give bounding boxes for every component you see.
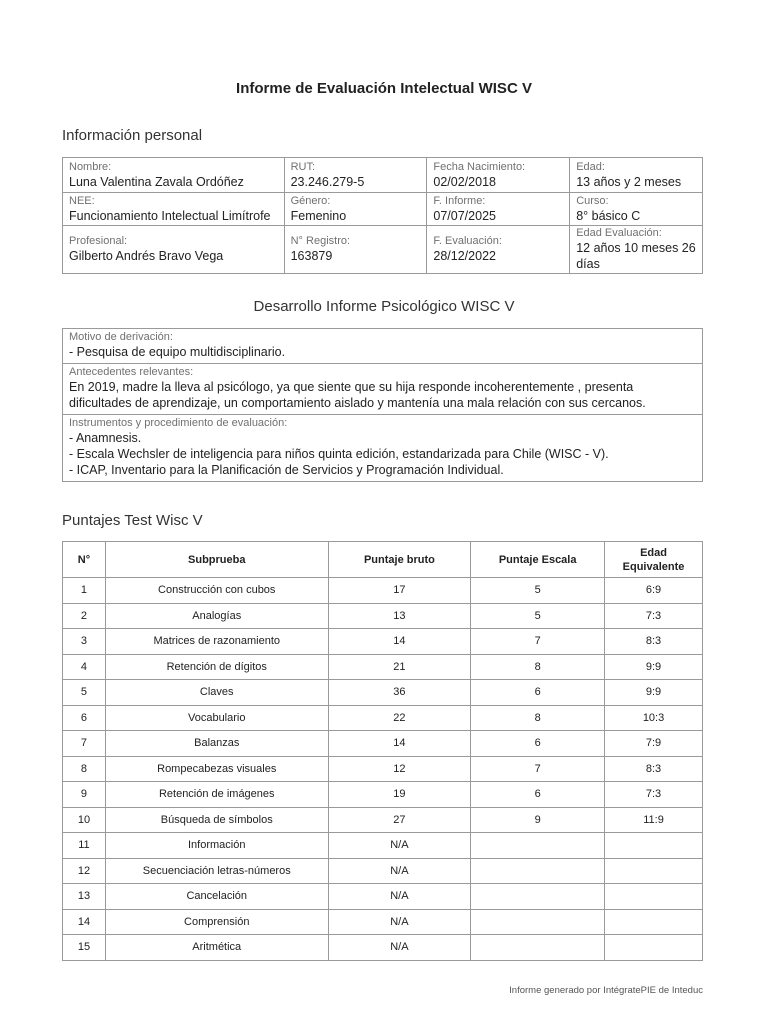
scores-header-row bbox=[63, 542, 703, 578]
instruments-cell bbox=[63, 415, 703, 482]
field-label: NEE: bbox=[69, 194, 95, 207]
table-row bbox=[63, 705, 703, 731]
column-header-scale-score: Puntaje Escala bbox=[471, 542, 605, 578]
cell-raw-score: 17 bbox=[328, 578, 471, 604]
personal-info-heading: Información personal bbox=[62, 127, 203, 144]
cell-number: 14 bbox=[63, 909, 106, 935]
table-row bbox=[63, 578, 703, 604]
cell-subtest: Balanzas bbox=[105, 731, 328, 757]
cell-equivalent-age bbox=[605, 909, 703, 935]
personal-info-table bbox=[62, 157, 703, 274]
cell-equivalent-age: 7:9 bbox=[605, 731, 703, 757]
table-row bbox=[63, 935, 703, 961]
cell-scale-score: 6 bbox=[471, 782, 605, 808]
cell-subtest: Información bbox=[105, 833, 328, 859]
cell-number: 13 bbox=[63, 884, 106, 910]
table-row bbox=[63, 884, 703, 910]
field-value: 163879 bbox=[290, 249, 333, 263]
table-row bbox=[63, 756, 703, 782]
section-line: - Escala Wechsler de inteligencia para niños quinta edición, estandarizada para Chile (WISC - V). bbox=[69, 447, 609, 461]
report-title: Informe de Evaluación Intelectual WISC V bbox=[236, 80, 532, 97]
section-line: - Anamnesis. bbox=[69, 431, 142, 445]
cell-scale-score: 5 bbox=[471, 603, 605, 629]
cell-subtest: Retención de dígitos bbox=[105, 654, 328, 680]
field-value: Luna Valentina Zavala Ordóñez bbox=[69, 174, 244, 189]
cell-scale-score: 5 bbox=[471, 578, 605, 604]
referral-reason-cell bbox=[63, 329, 703, 364]
cell-equivalent-age: 10:3 bbox=[605, 705, 703, 731]
field-label: Edad Evaluación: bbox=[576, 227, 662, 239]
column-header-raw-score: Puntaje bruto bbox=[328, 542, 471, 578]
cell-equivalent-age bbox=[605, 884, 703, 910]
cell-scale-score: 8 bbox=[471, 705, 605, 731]
cell-raw-score: N/A bbox=[328, 858, 471, 884]
section-line: - ICAP, Inventario para la Planificación de Servicios y Programación Individual. bbox=[69, 463, 504, 477]
field-value: 02/02/2018 bbox=[433, 174, 496, 189]
field-label: F. Evaluación: bbox=[433, 235, 502, 247]
cell-scale-score: 6 bbox=[471, 731, 605, 757]
section-label: Instrumentos y procedimiento de evaluación: bbox=[69, 417, 288, 429]
column-header-subtest: Subprueba bbox=[105, 542, 328, 578]
table-row bbox=[63, 833, 703, 859]
cell-subtest: Matrices de razonamiento bbox=[105, 629, 328, 655]
cell-subtest: Secuenciación letras-números bbox=[105, 858, 328, 884]
section-line: En 2019, madre la lleva al psicólogo, ya que siente que su hija responde incoherentemente , presenta bbox=[69, 380, 634, 394]
development-row bbox=[63, 415, 703, 482]
cell-scale-score: 9 bbox=[471, 807, 605, 833]
evaluation-date-cell bbox=[427, 226, 570, 274]
cell-raw-score: N/A bbox=[328, 884, 471, 910]
cell-raw-score: 12 bbox=[328, 756, 471, 782]
field-value: Funcionamiento Intelectual Limítrofe bbox=[69, 208, 271, 223]
field-label: F. Informe: bbox=[433, 194, 486, 207]
cell-equivalent-age: 8:3 bbox=[605, 629, 703, 655]
cell-number: 10 bbox=[63, 807, 106, 833]
cell-subtest: Claves bbox=[105, 680, 328, 706]
cell-subtest: Construcción con cubos bbox=[105, 578, 328, 604]
cell-scale-score bbox=[471, 909, 605, 935]
table-row bbox=[63, 807, 703, 833]
column-header-equivalent-age: Edad Equivalente bbox=[605, 542, 703, 578]
cell-equivalent-age: 11:9 bbox=[605, 807, 703, 833]
field-label: Fecha Nacimiento: bbox=[433, 160, 526, 173]
cell-scale-score bbox=[471, 935, 605, 961]
cell-raw-score: 21 bbox=[328, 654, 471, 680]
field-value: Femenino bbox=[290, 208, 347, 223]
cell-number: 5 bbox=[63, 680, 106, 706]
section-line: dificultades de aprendizaje, un comportamiento aislado y mantenía una mala relación con sus cercanos. bbox=[69, 396, 646, 410]
cell-raw-score: 36 bbox=[328, 680, 471, 706]
personal-info-row bbox=[63, 226, 703, 274]
cell-raw-score: 22 bbox=[328, 705, 471, 731]
column-header-number: N° bbox=[63, 542, 106, 578]
cell-subtest: Rompecabezas visuales bbox=[105, 756, 328, 782]
cell-raw-score: 14 bbox=[328, 629, 471, 655]
cell-subtest: Retención de imágenes bbox=[105, 782, 328, 808]
professional-cell bbox=[63, 226, 285, 274]
field-value: 07/07/2025 bbox=[433, 208, 496, 223]
footer-note: Informe generado por IntégratePIE de Inteduc bbox=[509, 985, 703, 996]
cell-subtest: Cancelación bbox=[105, 884, 328, 910]
cell-number: 4 bbox=[63, 654, 106, 680]
evaluation-age-cell bbox=[570, 226, 703, 274]
cell-raw-score: 19 bbox=[328, 782, 471, 808]
table-row bbox=[63, 731, 703, 757]
registry-cell bbox=[284, 226, 427, 274]
table-row bbox=[63, 909, 703, 935]
cell-subtest: Analogías bbox=[105, 603, 328, 629]
table-row bbox=[63, 629, 703, 655]
development-table bbox=[62, 328, 703, 482]
field-value: 8° básico C bbox=[576, 208, 641, 223]
field-label: RUT: bbox=[290, 160, 316, 173]
cell-raw-score: N/A bbox=[328, 833, 471, 859]
grade-cell bbox=[570, 193, 703, 226]
field-value: Gilberto Andrés Bravo Vega bbox=[69, 249, 224, 263]
scores-table bbox=[62, 541, 703, 961]
field-value: 13 años y 2 meses bbox=[576, 174, 682, 189]
cell-equivalent-age: 7:3 bbox=[605, 603, 703, 629]
field-label: Curso: bbox=[576, 194, 609, 207]
cell-subtest: Vocabulario bbox=[105, 705, 328, 731]
cell-subtest: Búsqueda de símbolos bbox=[105, 807, 328, 833]
cell-raw-score: N/A bbox=[328, 909, 471, 935]
field-label: Edad: bbox=[576, 160, 605, 173]
cell-raw-score: 13 bbox=[328, 603, 471, 629]
report-date-cell bbox=[427, 193, 570, 226]
cell-scale-score: 8 bbox=[471, 654, 605, 680]
cell-equivalent-age bbox=[605, 858, 703, 884]
cell-number: 2 bbox=[63, 603, 106, 629]
gender-cell bbox=[284, 193, 427, 226]
development-row bbox=[63, 364, 703, 415]
cell-equivalent-age: 8:3 bbox=[605, 756, 703, 782]
name-cell bbox=[63, 158, 285, 193]
field-value: 12 años 10 meses 26 días bbox=[576, 241, 696, 271]
field-label: Profesional: bbox=[69, 235, 128, 247]
cell-number: 12 bbox=[63, 858, 106, 884]
cell-number: 8 bbox=[63, 756, 106, 782]
cell-equivalent-age: 7:3 bbox=[605, 782, 703, 808]
cell-scale-score: 7 bbox=[471, 629, 605, 655]
cell-equivalent-age: 6:9 bbox=[605, 578, 703, 604]
cell-number: 9 bbox=[63, 782, 106, 808]
field-label: N° Registro: bbox=[290, 235, 351, 247]
cell-equivalent-age: 9:9 bbox=[605, 654, 703, 680]
cell-number: 7 bbox=[63, 731, 106, 757]
cell-raw-score: 27 bbox=[328, 807, 471, 833]
cell-number: 15 bbox=[63, 935, 106, 961]
field-value: 23.246.279-5 bbox=[290, 174, 365, 189]
cell-scale-score: 6 bbox=[471, 680, 605, 706]
development-heading: Desarrollo Informe Psicológico WISC V bbox=[253, 298, 515, 315]
development-row bbox=[63, 329, 703, 364]
cell-raw-score: N/A bbox=[328, 935, 471, 961]
field-label: Nombre: bbox=[69, 160, 112, 173]
cell-subtest: Aritmética bbox=[105, 935, 328, 961]
table-row bbox=[63, 858, 703, 884]
cell-number: 11 bbox=[63, 833, 106, 859]
cell-scale-score: 7 bbox=[471, 756, 605, 782]
cell-raw-score: 14 bbox=[328, 731, 471, 757]
cell-equivalent-age bbox=[605, 833, 703, 859]
cell-subtest: Comprensión bbox=[105, 909, 328, 935]
field-value: 28/12/2022 bbox=[433, 249, 496, 263]
section-line: - Pesquisa de equipo multidisciplinario. bbox=[69, 345, 286, 359]
rut-cell bbox=[284, 158, 427, 193]
section-label: Motivo de derivación: bbox=[69, 331, 173, 343]
personal-info-row bbox=[63, 158, 703, 193]
table-row bbox=[63, 654, 703, 680]
cell-number: 1 bbox=[63, 578, 106, 604]
table-row bbox=[63, 782, 703, 808]
table-row bbox=[63, 680, 703, 706]
scores-heading: Puntajes Test Wisc V bbox=[62, 512, 203, 529]
age-cell bbox=[570, 158, 703, 193]
table-row bbox=[63, 603, 703, 629]
nee-cell bbox=[63, 193, 285, 226]
birthdate-cell bbox=[427, 158, 570, 193]
cell-scale-score bbox=[471, 858, 605, 884]
personal-info-row bbox=[63, 193, 703, 226]
cell-equivalent-age: 9:9 bbox=[605, 680, 703, 706]
cell-scale-score bbox=[471, 884, 605, 910]
cell-number: 3 bbox=[63, 629, 106, 655]
section-label: Antecedentes relevantes: bbox=[69, 366, 194, 378]
cell-equivalent-age bbox=[605, 935, 703, 961]
cell-number: 6 bbox=[63, 705, 106, 731]
field-label: Género: bbox=[290, 194, 331, 207]
background-cell bbox=[63, 364, 703, 415]
cell-scale-score bbox=[471, 833, 605, 859]
